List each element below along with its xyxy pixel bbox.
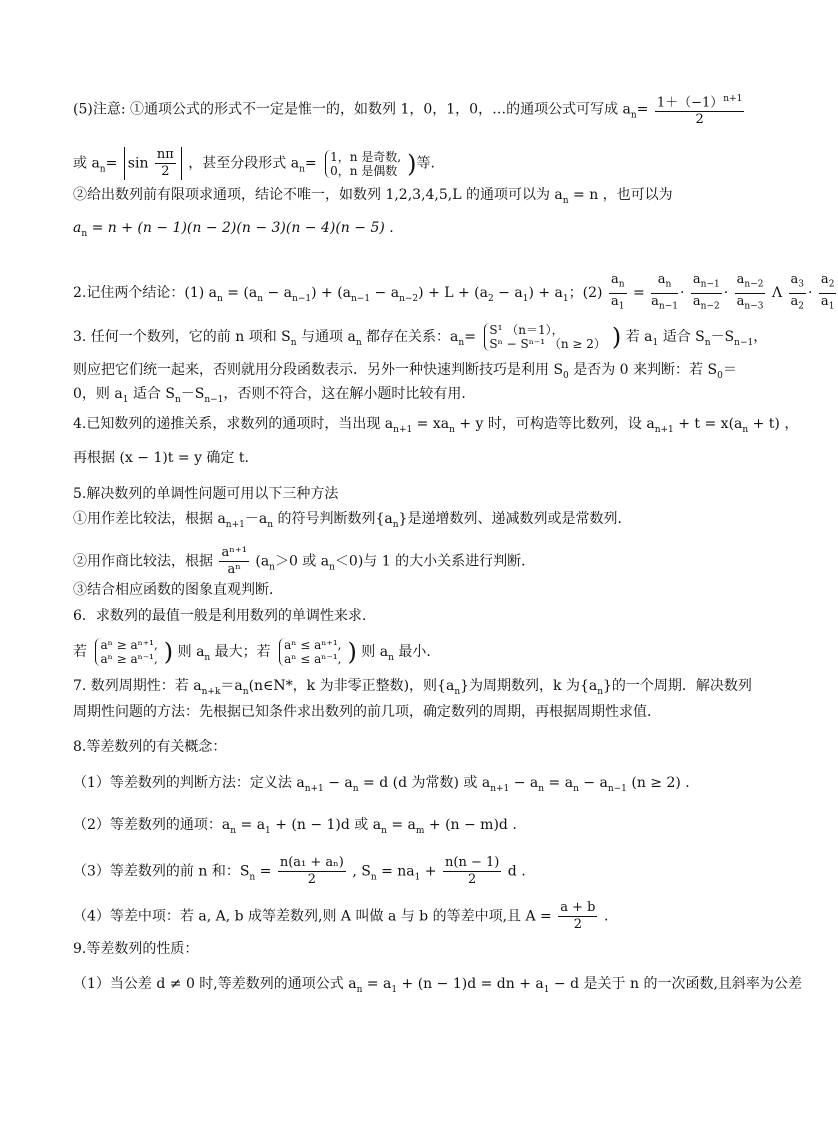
item-8-4: （4）等差中项：若 a, A, b 成等差数列,则 A 叫做 a 与 b 的等差中项,且 A = $\frac{a + b}{2}$ . <box>73 900 609 932</box>
note-5-line4: $a_n = n + (n - 1)(n - 2)(n - 3)(n - 4)(n - 5)$ . <box>73 220 394 239</box>
item-8-title: 8.等差数列的有关概念： <box>73 739 227 755</box>
item-8-1: （1）等差数列的判断方法：定义法 $a_{n+1} - a_n = d$ (d 为常数) 或 $a_{n+1} - a_n = a_n - a_{n-1}$ (n ≥ 2) . <box>73 775 690 794</box>
piecewise-brace: 1，n 是奇数, 0，n 是偶数 <box>325 150 401 178</box>
item-3-line3: 0，则 $a_1$ 适合 $S_n-S_{n-1}$，否则不符合，这在解小题时比较有用． <box>73 386 476 405</box>
item-4-line2: 再根据 (x − 1)t = y 确定 t. <box>73 450 249 466</box>
fraction: $\frac{1+(-1)^{n+1}}{2}$ <box>655 91 745 128</box>
piecewise-brace: S¹ （n＝1）， Sⁿ − Sⁿ⁻¹ （n ≥ 2） <box>484 323 606 351</box>
item-5-method2: ②用作商比较法，根据 $\frac{\text{aⁿ⁺¹}}{\text{aⁿ}}$ ($a_n>0$ 或 $a_n<0$)与 1 的大小关系进行判断． <box>73 545 536 577</box>
item-4-line1: 4.已知数列的递推关系，求数列的通项时，当出现 $a_{n+1} = xa_n + y$ 时，可构造等比数列，设 $a_{n+1} + t = x(a_n + t)$ ， <box>73 416 799 435</box>
item-3-line2: 则应把它们统一起来，否则就用分段函数表示．另外一种快速判断技巧是利用 $S_0$ 是否为 0 来判断：若 $S_0=$ <box>73 362 737 381</box>
item-8-2: （2）等差数列的通项：$a_n = a_1 + (n - 1)d$ 或 $a_n = a_m + (n - m)d$ . <box>73 817 517 836</box>
item-3-line1: 3. 任何一个数列，它的前 n 项和 $S_n$ 与通项 $a_n$ 都存在关系：$a_n=$ S¹ （n＝1）， Sⁿ − Sⁿ⁻¹ （n ≥ 2） ) 若 $a_1$ 适合 $S_n-S_{n-1}$， <box>73 323 768 351</box>
conclusion-2: 2.记住两个结论：(1) $a_n = (a_n - a_{n-1}) + (a_{n-1} - a_{n-2}) + L + (a_2 - a_1) + a_1$；(2) $\frac{a_n}{a_1}$ = $\frac{a_n}{a_{n-1}}$ · $\frac{a_{n-1}}{a_{n-2}}$ · $\frac{a_{n-2}}{a_{n-3}}$ Λ $\frac{a_3}{a_2}$ · $\frac{a_2}{a_1}$ <box>73 272 835 312</box>
item-5-method1: ①用作差比较法，根据 $a_{n+1}-a_n$ 的符号判断数列$\{a_n\}$是递增数列、递减数列或是常数列． <box>73 511 632 530</box>
item-5-title: 5.解决数列的单调性问题可用以下三种方法 <box>73 486 339 502</box>
item-5-method3: ③结合相应函数的图象直观判断． <box>73 582 283 598</box>
item-7-line2: 周期性问题的方法：先根据已知条件求出数列的前几项，确定数列的周期，再根据周期性求值． <box>73 704 661 720</box>
item-9-title: 9.等差数列的性质： <box>73 941 199 957</box>
item-9-1: （1）当公差 d ≠ 0 时,等差数列的通项公式 $a_n = a_1 + (n - 1)d$ = dn + $a_1 - d$ 是关于 n 的一次函数,且斜率为公差 <box>73 976 802 995</box>
item-6-conditions: 若 aⁿ ≥ aⁿ⁺¹, aⁿ ≥ aⁿ⁻¹, ) 则 $a_n$ 最大；若 aⁿ ≤ aⁿ⁺¹, aⁿ ≤ aⁿ⁻¹, ) 则 $a_n$ 最小． <box>73 638 441 666</box>
item-7-line1: 7. 数列周期性：若 $a_{n+k}=a_n(n\in N*$，k 为非零正整数)，则$\{a_n\}$为周期数列，k 为$\{a_n\}$的一个周期．解决数列 <box>73 678 752 697</box>
note-5-line2: 或 $a_n= \sin$ $\frac{n\pi}{2}$ ，甚至分段形式 $a_n=$ 1，n 是奇数, 0，n 是偶数 )等. <box>73 147 435 179</box>
item-6-title: 6．求数列的最值一般是利用数列的单调性来求. <box>73 608 367 624</box>
item-8-3: （3）等差数列的前 n 和：$S_n$ = $\frac{\text{n(a₁ + aₙ)}}{2}$ , $S_n = na_1$ + $\frac{n(n - 1)}{2}$ d . <box>73 855 526 887</box>
note-5-line3: ②给出数列前有限项求通项，结论不唯一，如数列 1,2,3,4,5,L 的通项可以为 $a_n = n$ ，也可以为 <box>73 187 673 206</box>
note-5-line1: (5)注意: ①通项公式的形式不一定是惟一的，如数列 1，0，1，0，…的通项公式可写成 $a_n=$ $\frac{1+(-1)^{n+1}}{2}$ <box>73 91 746 128</box>
abs-sin: sin $\frac{n\pi}{2}$ <box>124 147 182 180</box>
